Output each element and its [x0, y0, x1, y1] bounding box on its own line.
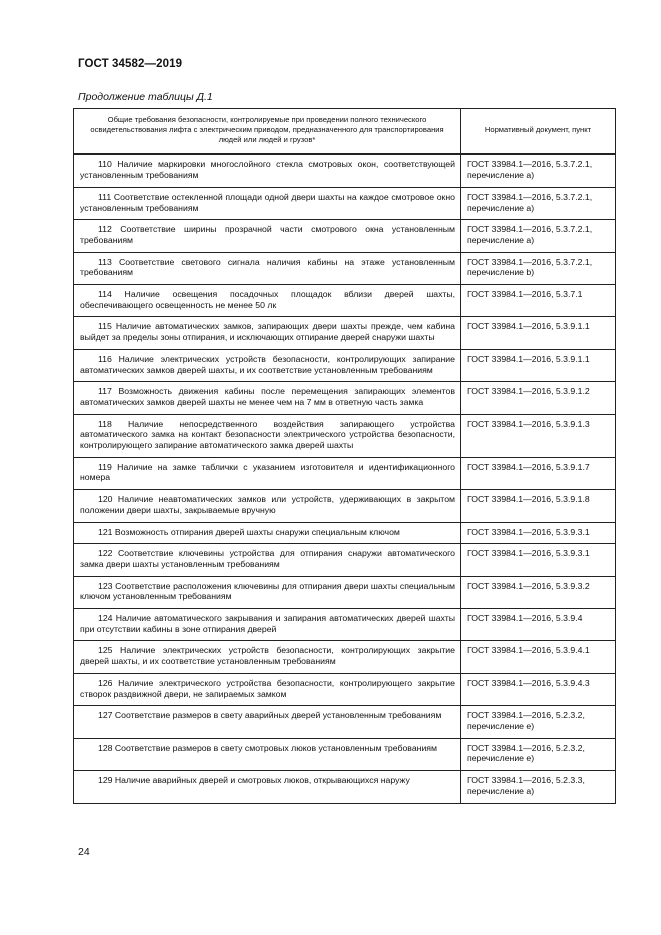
- requirement-cell: 119 Наличие на замке таблички с указанием изготовителя и идентификационного номера: [74, 457, 461, 489]
- header-requirements: Общие требования безопасности, контролируемые при проведении полного технического освидетельствования лифта с электрическим приводом, предназначенного для транспортирования людей или людей и грузов*: [74, 109, 461, 155]
- requirement-cell: 129 Наличие аварийных дверей и смотровых люков, открывающихся наружу: [74, 771, 461, 803]
- table-row: [74, 673, 616, 705]
- table-row: [74, 771, 616, 803]
- normative-document-cell: ГОСТ 33984.1—2016, 5.3.9.1.1: [461, 349, 616, 381]
- table-row: [74, 641, 616, 673]
- requirement-cell: 117 Возможность движения кабины после перемещения запирающих элементов автоматических замков дверей шахты не менее чем на 7 мм в ответную часть замка: [74, 382, 461, 414]
- normative-document-cell: ГОСТ 33984.1—2016, 5.2.3.3, перечисление а): [461, 771, 616, 803]
- table-row: [74, 187, 616, 219]
- requirements-table: [73, 108, 616, 804]
- table-row: [74, 544, 616, 576]
- normative-document-cell: ГОСТ 33984.1—2016, 5.3.9.4.3: [461, 673, 616, 705]
- normative-document-cell: ГОСТ 33984.1—2016, 5.3.7.2.1, перечисление b): [461, 252, 616, 284]
- table-row: [74, 220, 616, 252]
- requirement-cell: 112 Соответствие ширины прозрачной части смотрового окна установленным требованиям: [74, 220, 461, 252]
- table-row: [74, 252, 616, 284]
- table-row: [74, 490, 616, 522]
- normative-document-cell: ГОСТ 33984.1—2016, 5.3.9.4: [461, 609, 616, 641]
- requirement-cell: 128 Соответствие размеров в свету смотровых люков установленным требованиям: [74, 738, 461, 770]
- requirement-cell: 124 Наличие автоматического закрывания и запирания автоматических дверей шахты при отсутствии кабины в зоне отпирания дверей: [74, 609, 461, 641]
- table-row: [74, 414, 616, 457]
- table-header-row: [74, 109, 616, 155]
- requirement-cell: 114 Наличие освещения посадочных площадок вблизи дверей шахты, обеспечивающего освещенность не менее 50 лк: [74, 285, 461, 317]
- normative-document-cell: ГОСТ 33984.1—2016, 5.3.9.3.1: [461, 522, 616, 544]
- normative-document-cell: ГОСТ 33984.1—2016, 5.2.3.2, перечисление е): [461, 706, 616, 738]
- requirement-cell: 125 Наличие электрических устройств безопасности, контролирующих закрытие дверей шахты, и их соответствие установленным требованиям: [74, 641, 461, 673]
- requirement-cell: 122 Соответствие ключевины устройства для отпирания снаружи автоматического замка двери шахты установленным требованиям: [74, 544, 461, 576]
- normative-document-cell: ГОСТ 33984.1—2016, 5.3.7.2.1, перечисление а): [461, 187, 616, 219]
- requirement-cell: 116 Наличие электрических устройств безопасности, контролирующих запирание автоматических замков дверей шахты, и их соответствие установленным требованиям: [74, 349, 461, 381]
- requirement-cell: 123 Соответствие расположения ключевины для отпирания двери шахты специальным ключом установленным требованиям: [74, 576, 461, 608]
- normative-document-cell: ГОСТ 33984.1—2016, 5.3.7.2.1, перечисление а): [461, 154, 616, 187]
- requirement-cell: 115 Наличие автоматических замков, запирающих двери шахты прежде, чем кабина выйдет за пределы зоны отпирания, и исключающих отпирание дверей снаружи шахты: [74, 317, 461, 349]
- table-row: [74, 738, 616, 770]
- table-row: [74, 285, 616, 317]
- normative-document-cell: ГОСТ 33984.1—2016, 5.3.7.2.1, перечисление а): [461, 220, 616, 252]
- table-row: [74, 522, 616, 544]
- normative-document-cell: ГОСТ 33984.1—2016, 5.3.9.1.8: [461, 490, 616, 522]
- normative-document-cell: ГОСТ 33984.1—2016, 5.3.9.4.1: [461, 641, 616, 673]
- table-row: [74, 154, 616, 187]
- requirement-cell: 126 Наличие электрического устройства безопасности, контролирующего закрытие створок раздвижной двери, не запираемых замком: [74, 673, 461, 705]
- normative-document-cell: ГОСТ 33984.1—2016, 5.3.9.1.2: [461, 382, 616, 414]
- requirement-cell: 113 Соответствие светового сигнала наличия кабины на этаже установленным требованиям: [74, 252, 461, 284]
- requirement-cell: 127 Соответствие размеров в свету аварийных дверей установленным требованиям: [74, 706, 461, 738]
- requirement-cell: 121 Возможность отпирания дверей шахты снаружи специальным ключом: [74, 522, 461, 544]
- normative-document-cell: ГОСТ 33984.1—2016, 5.3.7.1: [461, 285, 616, 317]
- requirement-cell: 111 Соответствие остекленной площади одной двери шахты на каждое смотровое окно установленным требованиям: [74, 187, 461, 219]
- table-row: [74, 576, 616, 608]
- table-row: [74, 457, 616, 489]
- normative-document-cell: ГОСТ 33984.1—2016, 5.3.9.1.3: [461, 414, 616, 457]
- table-row: [74, 382, 616, 414]
- table-row: [74, 349, 616, 381]
- table-continuation-caption: Продолжение таблицы Д.1: [78, 91, 213, 103]
- table-row: [74, 706, 616, 738]
- requirement-cell: 110 Наличие маркировки многослойного стекла смотровых окон, соответствующей установленным требованиям: [74, 154, 461, 187]
- page-number: 24: [78, 846, 90, 858]
- table-row: [74, 317, 616, 349]
- normative-document-cell: ГОСТ 33984.1—2016, 5.3.9.3.1: [461, 544, 616, 576]
- requirement-cell: 118 Наличие непосредственного воздействия запирающего устройства автоматического замка на контакт безопасности электрического устройства безопасности, контролирующего запирание автоматического замка дверей шахты: [74, 414, 461, 457]
- requirement-cell: 120 Наличие неавтоматических замков или устройств, удерживающих в закрытом положении двери шахты, закрываемые вручную: [74, 490, 461, 522]
- header-normative-document: Нормативный документ, пункт: [461, 109, 616, 155]
- standard-designation: ГОСТ 34582—2019: [78, 58, 183, 70]
- normative-document-cell: ГОСТ 33984.1—2016, 5.3.9.1.1: [461, 317, 616, 349]
- normative-document-cell: ГОСТ 33984.1—2016, 5.3.9.1.7: [461, 457, 616, 489]
- normative-document-cell: ГОСТ 33984.1—2016, 5.3.9.3.2: [461, 576, 616, 608]
- table-row: [74, 609, 616, 641]
- normative-document-cell: ГОСТ 33984.1—2016, 5.2.3.2, перечисление е): [461, 738, 616, 770]
